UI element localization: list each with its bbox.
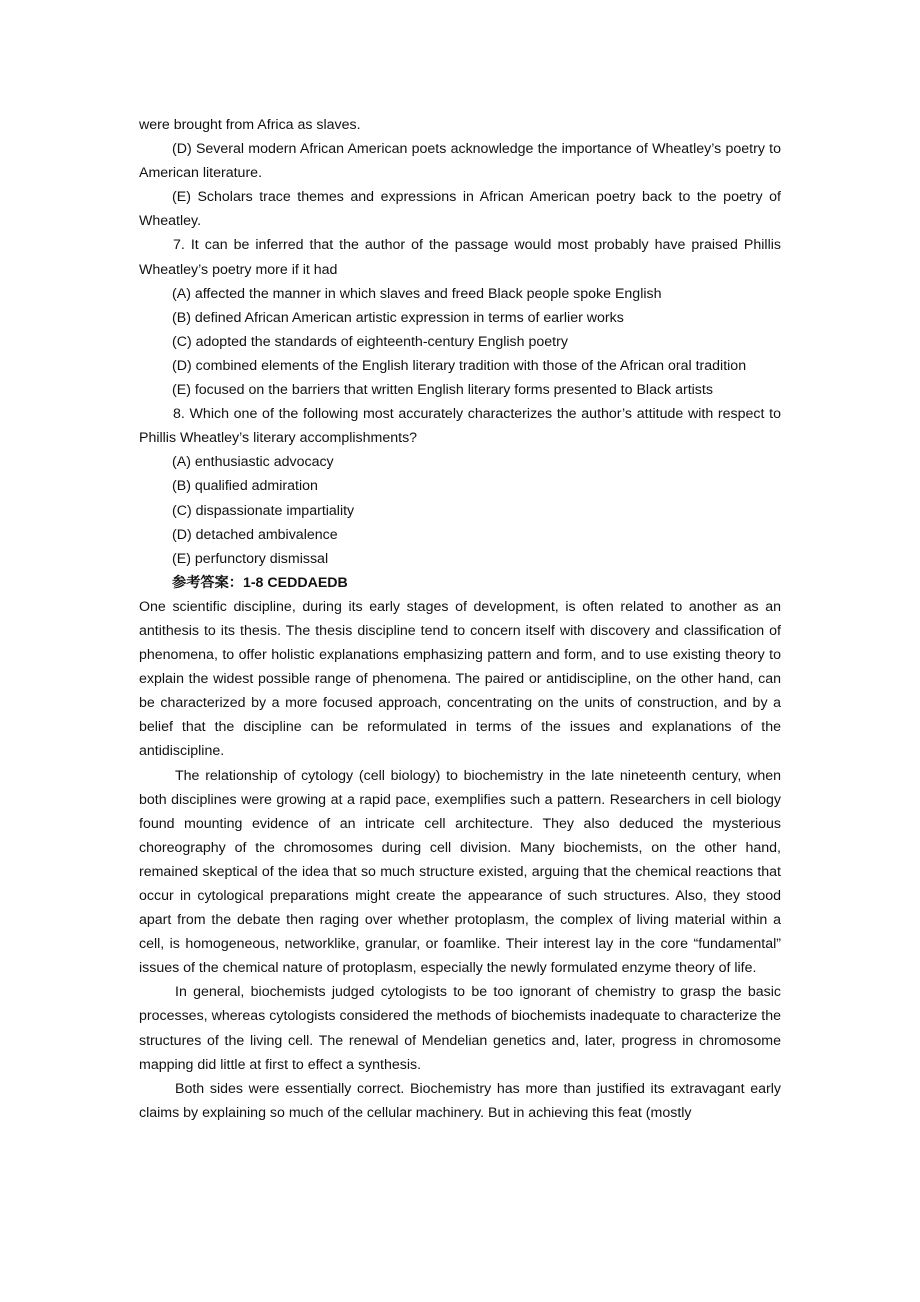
q7-option-a: (A) affected the manner in which slaves and freed Black people spoke English — [172, 285, 662, 302]
q8-option-a: (A) enthusiastic advocacy — [172, 454, 334, 471]
q8-option-e: (E) perfunctory dismissal — [172, 550, 329, 567]
q6-option-e: (E) Scholars trace themes and expressions in African American poetry back to the poetry of Wheatley. — [139, 189, 781, 230]
q6-option-d: (D) Several modern African American poets acknowledge the importance of Wheatley’s poetry to American literature. — [139, 141, 781, 182]
q7-option-d: (D) combined elements of the English literary tradition with those of the African oral tradition — [172, 357, 747, 374]
question-8: 8. Which one of the following most accurately characterizes the author’s attitude with respect to Phillis Wheatley’s literary accomplishments? — [139, 406, 781, 447]
passage-continuation: were brought from Africa as slaves. — [139, 117, 361, 133]
passage-paragraph-4: Both sides were essentially correct. Biochemistry has more than justified its extravagant early claims by explaining so much of the cellular machinery. But in achieving this feat (mostly — [139, 1080, 781, 1121]
q7-option-b: (B) defined African American artistic expression in terms of earlier works — [172, 309, 624, 326]
q8-option-d: (D) detached ambivalence — [172, 526, 338, 543]
answer-key: 参考答案：1-8 CEDDAEDB — [172, 574, 348, 591]
passage-paragraph-1: One scientific discipline, during its early stages of development, is often related to another as an antithesis to its thesis. The thesis discipline tend to concern itself with discovery and classification of phenomena, to offer holistic explanations emphasizing pattern and form, and to use existing theory to explain the widest possible range of phenomena. The paired or antidiscipline, on the other hand, can be characterized by a more focused approach, concentrating on the units of construction, and by a belief that the discipline can be reformulated in terms of the issues and explanations of the antidiscipline. — [139, 598, 781, 760]
passage-paragraph-3: In general, biochemists judged cytologists to be too ignorant of chemistry to grasp the basic processes, whereas cytologists considered the methods of biochemists inadequate to characterize the structures of the living cell. The renewal of Mendelian genetics and, later, progress in chromosome mapping did little at first to effect a synthesis. — [139, 984, 781, 1073]
passage-paragraph-2: The relationship of cytology (cell biology) to biochemistry in the late nineteenth century, when both disciplines were growing at a rapid pace, exemplifies such a pattern. Researchers in cell biology found mounting evidence of an intricate cell architecture. They also deduced the mysterious choreography of the chromosomes during cell division. Many biochemists, on the other hand, remained skeptical of the idea that so much structure existed, arguing that the chemical reactions that occur in cytological preparations might create the appearance of such structures. Also, they stood apart from the debate then raging over whether protoplasm, the complex of living material within a cell, is homogeneous, networklike, granular, or foamlike. Their interest lay in the core “fundamental” issues of the chemical nature of protoplasm, especially the newly formulated enzyme theory of life. — [139, 767, 781, 977]
q8-option-b: (B) qualified admiration — [172, 478, 318, 495]
q7-option-c: (C) adopted the standards of eighteenth-century English poetry — [172, 333, 568, 350]
question-7: 7. It can be inferred that the author of the passage would most probably have praised Phillis Wheatley’s poetry more if it had — [139, 237, 781, 278]
q8-option-c: (C) dispassionate impartiality — [172, 502, 355, 519]
document-page — [139, 113, 781, 1125]
q7-option-e: (E) focused on the barriers that written English literary forms presented to Black artists — [172, 382, 713, 399]
